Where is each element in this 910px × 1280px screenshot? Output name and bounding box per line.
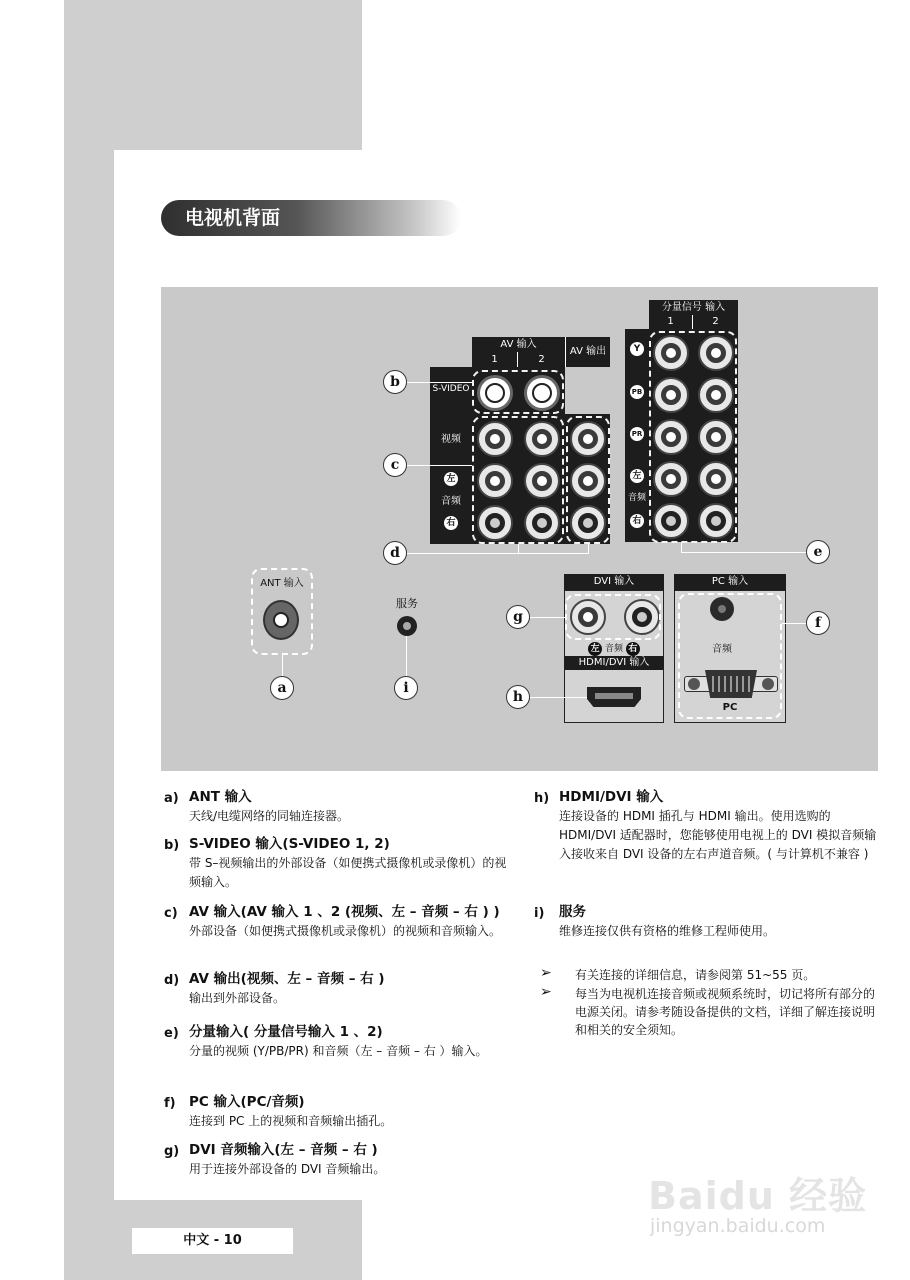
dvi-input-header: DVI 输入	[564, 574, 664, 590]
item-g-title: DVI 音频输入(左 – 音频 – 右 )	[189, 1142, 378, 1158]
leader-a	[282, 655, 283, 677]
rear-panel-diagram	[161, 287, 878, 771]
watermark-url: jingyan.baidu.com	[650, 1215, 826, 1237]
leader-h	[530, 697, 587, 698]
pc-audio-label: 音频	[712, 644, 732, 655]
left-symbol-icon: 左	[630, 469, 644, 483]
video-label: 视频	[441, 434, 461, 445]
item-b-body: 带 S–视频输出的外部设备（如便携式摄像机或录像机）的视频输入。	[189, 856, 507, 889]
dvi-audio-text: 音频	[604, 644, 623, 654]
item-e-title: 分量输入( 分量信号输入 1 、2)	[189, 1024, 383, 1040]
page-footer: 中文 - 10	[132, 1228, 293, 1254]
note-arrow-icon: ➢	[540, 984, 552, 1000]
av-audio-right-label	[443, 516, 459, 530]
leader-g	[530, 617, 565, 618]
callout-b: b	[383, 370, 407, 394]
item-h-title: HDMI/DVI 输入	[559, 789, 664, 805]
item-b: b) S-VIDEO 输入(S-VIDEO 1, 2) 带 S–视频输出的外部设备（如便携式摄像机或录像机）的视频输入。	[164, 835, 509, 892]
item-f-body: 连接到 PC 上的视频和音频输出插孔。	[189, 1114, 393, 1128]
svideo-dash-group	[472, 370, 564, 414]
vga-port[interactable]	[684, 668, 778, 700]
item-a: a) ANT 输入 天线/电缆网络的同轴连接器。	[164, 788, 514, 826]
left-symbol-icon: 左	[588, 642, 602, 656]
callout-g: g	[506, 605, 530, 629]
leader-d-vertical-2	[588, 544, 589, 553]
leader-e	[681, 552, 807, 553]
item-c: c) AV 输入(AV 输入 1 、2 (视频、左 – 音频 – 右 ) ) 外部设备（如便携式摄像机或录像机）的视频和音频输入。	[164, 903, 509, 941]
pc-label: PC	[722, 702, 738, 713]
ant-label: ANT 输入	[260, 578, 304, 589]
svideo-label: S-VIDEO	[432, 384, 470, 394]
item-f: f) PC 输入(PC/音频) 连接到 PC 上的视频和音频输出插孔。	[164, 1093, 509, 1131]
av-col-2: 2	[518, 352, 565, 367]
service-jack[interactable]	[397, 616, 417, 636]
callout-e: e	[806, 540, 830, 564]
pc-input-header: PC 输入	[674, 574, 786, 590]
item-b-title: S-VIDEO 输入(S-VIDEO 1, 2)	[189, 836, 390, 852]
item-f-title: PC 输入(PC/音频)	[189, 1094, 305, 1110]
leader-e-vertical	[681, 543, 682, 552]
comp-audio-left-label	[628, 469, 646, 483]
item-e-body: 分量的视频 (Y/PB/PR) 和音频（左 – 音频 – 右 ）输入。	[189, 1044, 488, 1058]
left-symbol-icon: 左	[444, 472, 458, 486]
pb-label	[628, 385, 646, 399]
item-g: g) DVI 音频输入(左 – 音频 – 右 ) 用于连接外部设备的 DVI 音频输出。	[164, 1141, 509, 1179]
item-h: h) HDMI/DVI 输入 连接设备的 HDMI 插孔与 HDMI 输出。使用选购的 HDMI/DVI 适配器时，您能够使用电视上的 DVI 模拟音频输入接收来自 DVI 设备的左右声道音频。( 与计算机不兼容 )	[534, 788, 879, 864]
component-dash-group	[649, 331, 737, 543]
right-symbol-icon: 右	[626, 642, 640, 656]
leader-f	[782, 623, 806, 624]
y-symbol-icon: Y	[630, 342, 644, 356]
comp-col-2: 2	[693, 315, 738, 329]
note-arrow-icon: ➢	[540, 965, 552, 981]
right-symbol-icon: 右	[444, 516, 458, 530]
item-d: d) AV 输出(视频、左 – 音频 – 右 ) 输出到外部设备。	[164, 970, 509, 1008]
item-i-body: 维修连接仅供有资格的维修工程师使用。	[559, 924, 776, 938]
av-output-dash-group	[566, 416, 610, 544]
hdmi-dvi-header: HDMI/DVI 输入	[564, 656, 664, 670]
note-2: 每当为电视机连接音频或视频系统时，切记将所有部分的电源关闭。请参考随设备提供的文档，详细了解连接说明和相关的安全须知。	[575, 987, 876, 1037]
page-band-left	[64, 150, 114, 1200]
pb-symbol-icon: PB	[630, 385, 644, 399]
item-c-title: AV 输入(AV 输入 1 、2 (视频、左 – 音频 – 右 ) )	[189, 904, 500, 920]
pr-label	[628, 427, 646, 441]
page-title: 电视机背面	[161, 200, 461, 236]
callout-f: f	[806, 611, 830, 635]
item-d-title: AV 输出(视频、左 – 音频 – 右 )	[189, 971, 385, 987]
item-i: i) 服务 维修连接仅供有资格的维修工程师使用。	[534, 903, 879, 941]
hdmi-port[interactable]	[587, 687, 641, 707]
item-e: e) 分量输入( 分量信号输入 1 、2) 分量的视频 (Y/PB/PR) 和音频（左 – 音频 – 右 ）输入。	[164, 1023, 509, 1061]
av-col-1: 1	[472, 352, 518, 367]
item-d-body: 输出到外部设备。	[189, 991, 286, 1005]
callout-c: c	[383, 453, 407, 477]
component-header: 分量信号 输入	[649, 300, 738, 315]
dvi-dash-group	[565, 594, 661, 640]
dvi-audio-label	[564, 641, 664, 656]
ant-input-jack[interactable]	[263, 600, 299, 640]
comp-audio-label: 音频	[627, 493, 646, 503]
av-audio-label: 音频	[441, 496, 461, 507]
leader-d-vertical	[518, 544, 519, 553]
y-label	[628, 342, 646, 356]
av-input-dash-group	[472, 416, 564, 544]
callout-a: a	[270, 676, 294, 700]
comp-audio-right-label	[628, 514, 646, 528]
av-audio-left-label	[443, 472, 459, 486]
watermark-brand: Baidu 经验	[648, 1174, 868, 1218]
note-1: 有关连接的详细信息，请参阅第 51~55 页。	[575, 968, 816, 982]
callout-h: h	[506, 685, 530, 709]
item-a-body: 天线/电缆网络的同轴连接器。	[189, 809, 350, 823]
callout-d: d	[383, 541, 407, 565]
leader-d	[395, 553, 589, 554]
item-i-title: 服务	[559, 904, 586, 920]
pc-audio-jack[interactable]	[710, 597, 734, 621]
item-g-body: 用于连接外部设备的 DVI 音频输出。	[189, 1162, 386, 1176]
item-c-body: 外部设备（如便携式摄像机或录像机）的视频和音频输入。	[189, 924, 502, 938]
av-output-header: AV 输出	[565, 337, 610, 367]
comp-col-1: 1	[649, 315, 693, 329]
leader-i	[406, 636, 407, 676]
item-h-body: 连接设备的 HDMI 插孔与 HDMI 输出。使用选购的 HDMI/DVI 适配器时，您能够使用电视上的 DVI 模拟音频输入接收来自 DVI 设备的左右声道音频。( 与计算机不兼容 )	[559, 809, 877, 861]
pr-symbol-icon: PR	[630, 427, 644, 441]
av-input-header: AV 输入	[472, 337, 565, 352]
callout-i: i	[394, 676, 418, 700]
page-band-top	[64, 0, 362, 150]
service-label: 服务	[396, 597, 418, 610]
right-symbol-icon: 右	[630, 514, 644, 528]
item-a-title: ANT 输入	[189, 789, 252, 805]
